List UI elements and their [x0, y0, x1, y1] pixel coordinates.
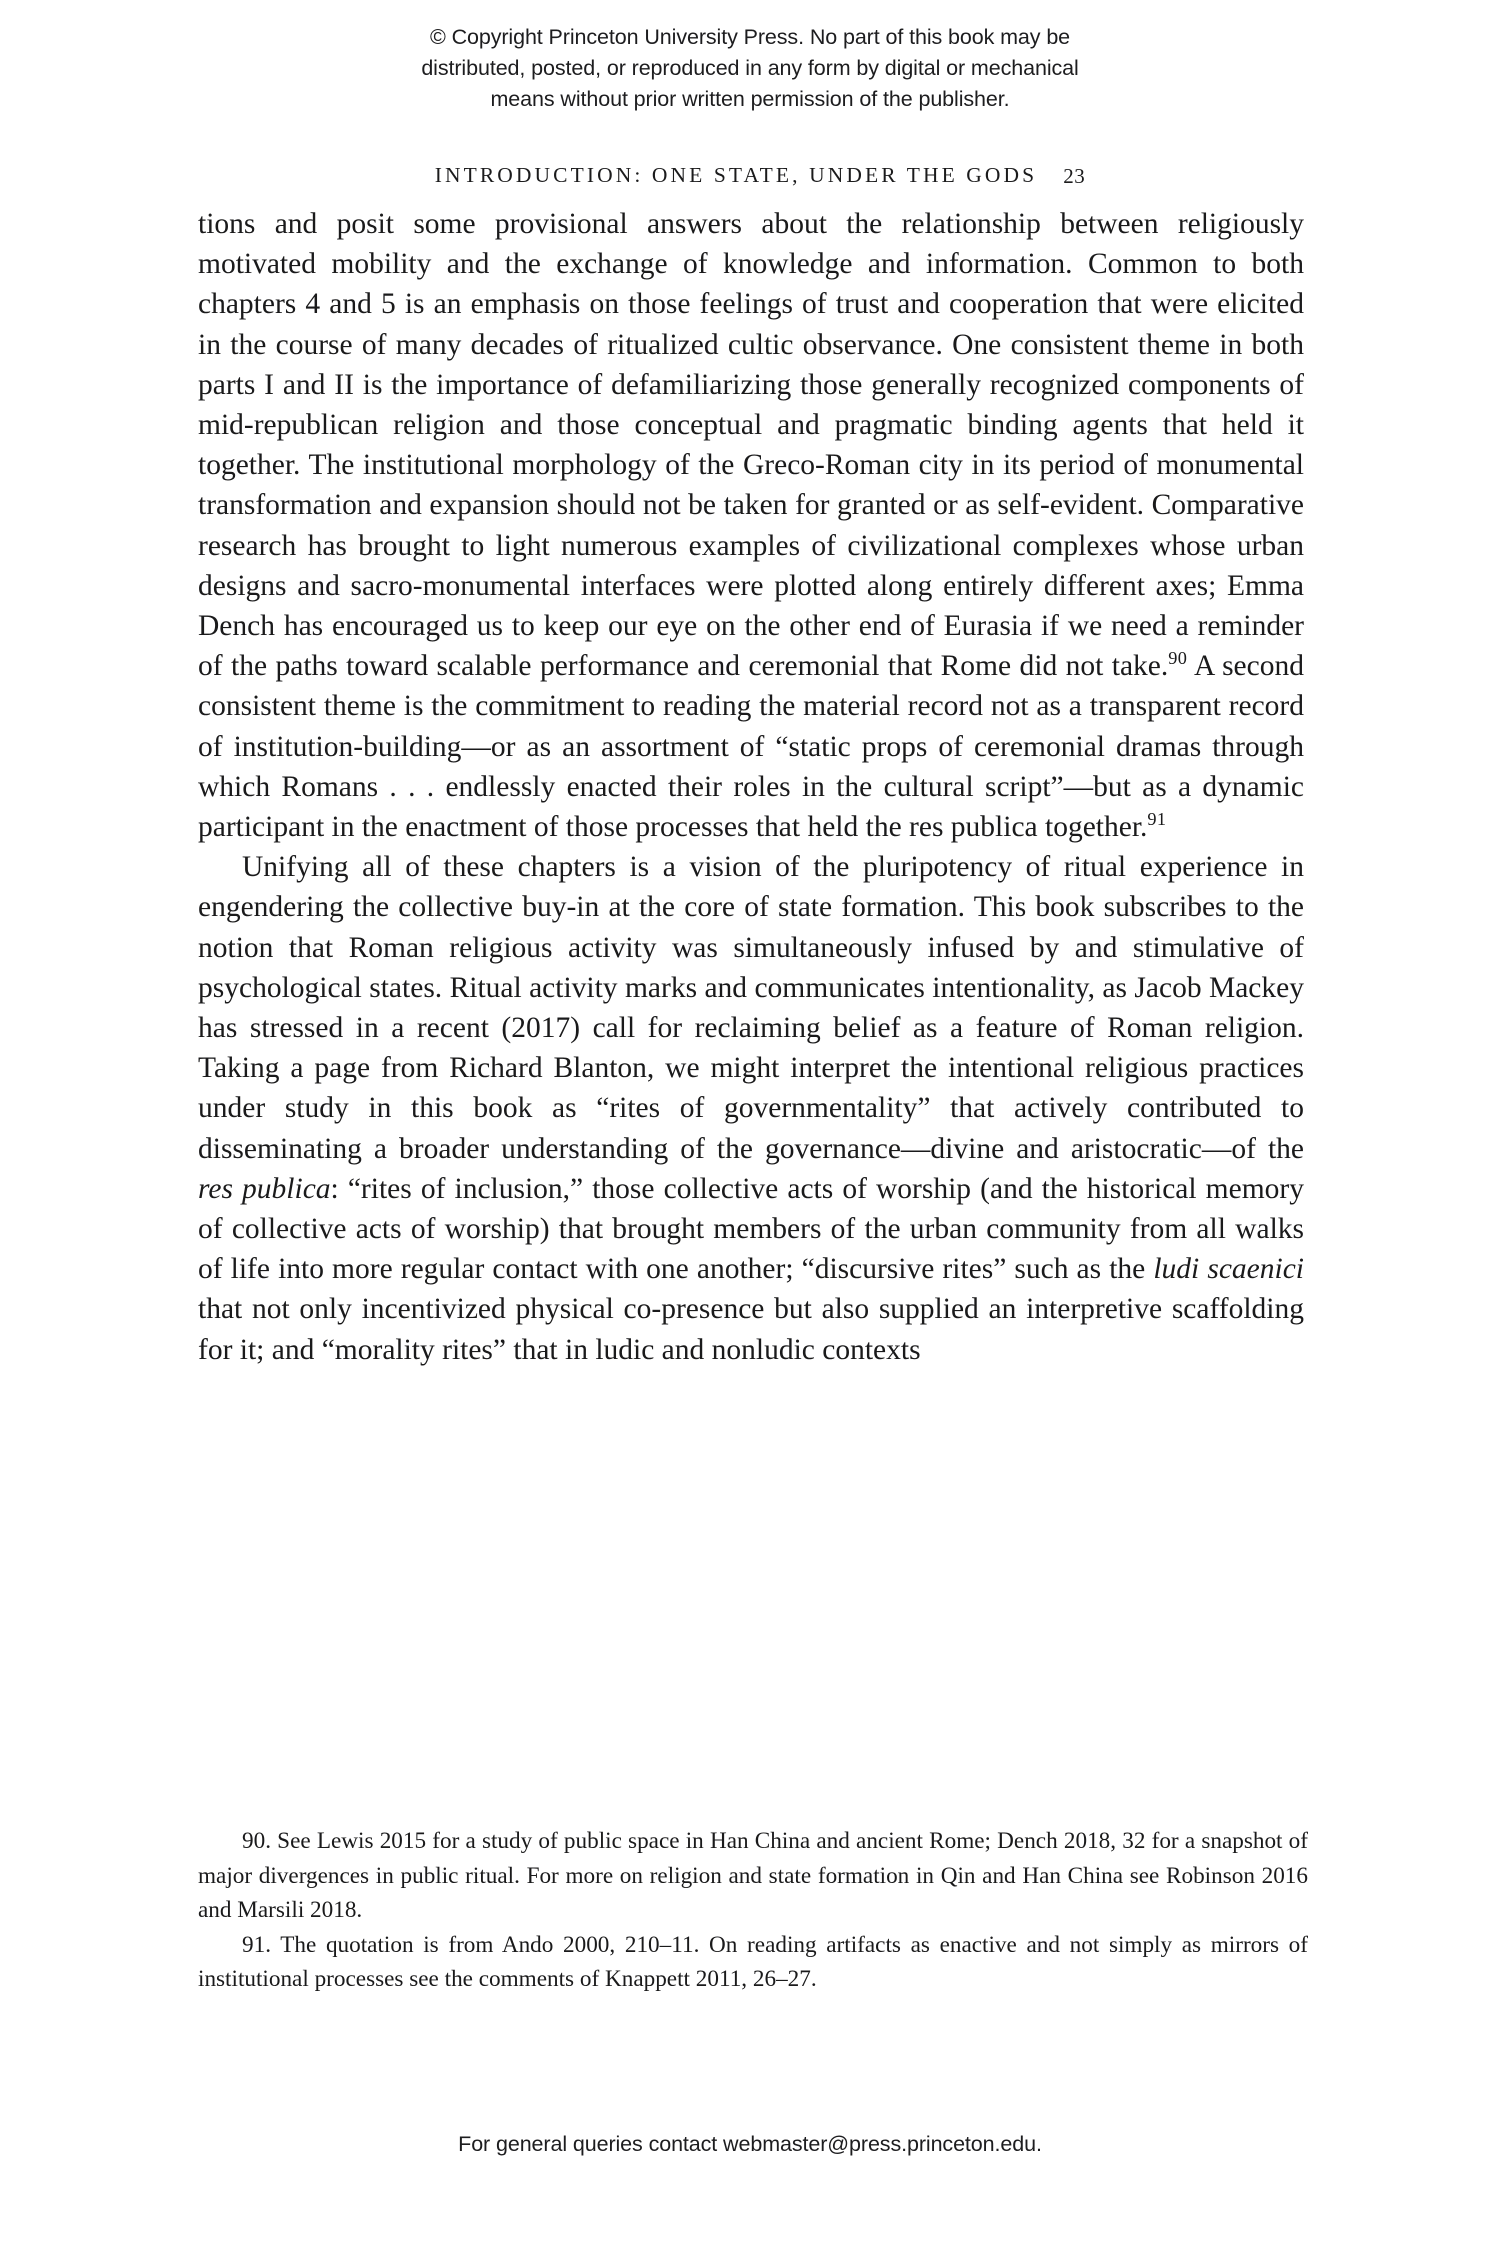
footnote-90: 90. See Lewis 2015 for a study of public space in Han China and ancient Rome; Dench 2018, 32 for a snapshot of major divergences in public ritual. For more on religion and state formation in Qin and Han China see Robinson 2016 and Marsili 2018.: [198, 1828, 1308, 1924]
running-head: [0, 140, 1500, 211]
paragraph-2-text-c: that not only incentivized physical co-presence but also supplied an interpretive scaffolding for it; and “morality rites” that in ludic and nonludic contexts: [198, 1293, 1304, 1366]
footnote-91: 91. The quotation is from Ando 2000, 210–11. On reading artifacts as enactive and not simply as mirrors of institutional processes see the comments of Knappett 2011, 26–27.: [198, 1931, 1308, 1993]
footer-contact-line: For general queries contact webmaster@press.princeton.edu.: [458, 2132, 1042, 2156]
copyright-notice: [0, 22, 1500, 115]
paragraph-1-text-a: tions and posit some provisional answers about the relationship between religiously motivated mobility and the exchange of knowledge and information. Common to both chapters 4 and 5 is an emphasis on those feelings of trust and cooperation that were elicited in the course of many decades of ritualized cultic observance. One consistent theme in both parts I and II is the importance of defamiliarizing those generally recognized components of mid-republican religion and those conceptual and pragmatic binding agents that held it together. The institutional morphology of the Greco-Roman city in its period of monumental transformation and expansion should not be taken for granted or as self-evident. Comparative research has brought to light numerous examples of civilizational complexes whose urban designs and sacro-monumental interfaces were plotted along entirely different axes; Emma Dench has encouraged us to keep our eye on the other end of Eurasia if we need a reminder of the paths toward scalable performance and ceremonial that Rome did not take.: [198, 208, 1304, 683]
copyright-line-1: © Copyright Princeton University Press. No part of this book may be: [429, 25, 1071, 49]
footnotes-section: [198, 1824, 1308, 1997]
paragraph-1-text-b: A second consistent theme is the commitment to reading the material record not as a transparent record of institution-building—or as an assortment of “static props of ceremonial dramas through which Romans . . . endlessly enacted their roles in the cultural script”—but as a dynamic participant in the enactment of those processes that held the res publica together.: [198, 650, 1304, 844]
body-text-column: [198, 204, 1304, 1370]
paragraph-2-text-a: Unifying all of these chapters is a vision of the pluripotency of ritual experience in engendering the collective buy-in at the core of state formation. This book subscribes to the notion that Roman religious activity was simultaneously infused by and stimulative of psychological states. Ritual activity marks and communicates intentionality, as Jacob Mackey has stressed in a recent (2017) call for reclaiming belief as a feature of Roman religion. Taking a page from Richard Blanton, we might interpret the intentional religious practices under study in this book as “rites of governmentality” that actively contributed to disseminating a broader understanding of the governance—divine and aristocratic—of the: [198, 851, 1304, 1165]
paragraph-2: [198, 847, 1304, 1370]
footnote-ref-90[interactable]: 90: [1168, 648, 1188, 669]
paragraph-1: [198, 204, 1304, 847]
copyright-line-2: distributed, posted, or reproduced in any form by digital or mechanical: [421, 56, 1079, 80]
latin-term-ludi-scaenici: ludi scaenici: [1153, 1253, 1304, 1286]
footnote-ref-91[interactable]: 91: [1147, 809, 1167, 830]
latin-term-res-publica: res publica: [198, 1172, 331, 1205]
copyright-line-3: means without prior written permission of the publisher.: [490, 87, 1010, 111]
paragraph-2-text-b: : “rites of inclusion,” those collective acts of worship (and the historical memory of collective acts of worship) that brought members of the urban community from all walks of life into more regular contact with one another; “discursive rites” such as the: [198, 1172, 1304, 1286]
running-head-title: INTRODUCTION: ONE STATE, UNDER THE GODS: [434, 163, 1038, 187]
page-number: 23: [1063, 164, 1086, 188]
